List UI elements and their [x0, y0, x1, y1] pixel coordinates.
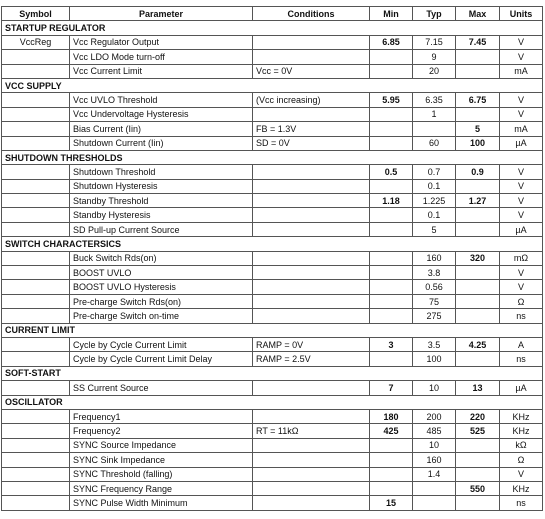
table-body — [2, 21, 543, 510]
cell-units: mA — [500, 122, 543, 136]
section-title: VCC SUPPLY — [2, 78, 543, 92]
cell-max: 0.9 — [456, 165, 500, 179]
cell-typ: 7.15 — [413, 35, 456, 49]
cell-typ: 5 — [413, 222, 456, 236]
cell-min: 180 — [370, 409, 413, 423]
section-header-row — [2, 21, 543, 35]
cell-max: 320 — [456, 251, 500, 265]
cell-symbol — [2, 93, 70, 107]
cell-symbol — [2, 266, 70, 280]
cell-min — [370, 208, 413, 222]
table-row — [2, 467, 543, 481]
cell-conditions — [253, 409, 370, 423]
header-parameter: Parameter — [70, 7, 253, 21]
cell-min: 0.5 — [370, 165, 413, 179]
cell-max — [456, 438, 500, 452]
cell-symbol — [2, 194, 70, 208]
cell-conditions — [253, 381, 370, 395]
cell-typ: 1.4 — [413, 467, 456, 481]
cell-min — [370, 251, 413, 265]
table-row — [2, 280, 543, 294]
cell-min: 6.85 — [370, 35, 413, 49]
cell-typ — [413, 496, 456, 510]
cell-max — [456, 280, 500, 294]
cell-max: 13 — [456, 381, 500, 395]
cell-typ: 75 — [413, 294, 456, 308]
table-header-row — [2, 7, 543, 21]
cell-max — [456, 208, 500, 222]
section-header-row — [2, 150, 543, 164]
cell-parameter: Standby Threshold — [70, 194, 253, 208]
cell-parameter: Vcc Regulator Output — [70, 35, 253, 49]
table-row — [2, 208, 543, 222]
cell-parameter: BOOST UVLO — [70, 266, 253, 280]
cell-symbol — [2, 64, 70, 78]
cell-symbol — [2, 107, 70, 121]
cell-parameter: Bias Current (Iin) — [70, 122, 253, 136]
section-header-row — [2, 323, 543, 337]
cell-parameter: SYNC Sink Impedance — [70, 453, 253, 467]
cell-min — [370, 122, 413, 136]
section-header-row — [2, 366, 543, 380]
cell-parameter: Standby Hysteresis — [70, 208, 253, 222]
section-header-row — [2, 237, 543, 251]
cell-symbol — [2, 222, 70, 236]
cell-parameter: Pre-charge Switch Rds(on) — [70, 294, 253, 308]
cell-conditions — [253, 251, 370, 265]
cell-symbol — [2, 337, 70, 351]
section-header-row — [2, 78, 543, 92]
cell-units: V — [500, 50, 543, 64]
cell-typ: 1 — [413, 107, 456, 121]
cell-conditions — [253, 165, 370, 179]
table-row — [2, 179, 543, 193]
cell-parameter: Vcc LDO Mode turn-off — [70, 50, 253, 64]
table-row — [2, 194, 543, 208]
cell-min — [370, 481, 413, 495]
cell-min — [370, 309, 413, 323]
cell-conditions — [253, 194, 370, 208]
cell-units: mA — [500, 64, 543, 78]
cell-min: 5.95 — [370, 93, 413, 107]
cell-conditions — [253, 266, 370, 280]
cell-max: 525 — [456, 424, 500, 438]
cell-conditions — [253, 179, 370, 193]
cell-max — [456, 467, 500, 481]
cell-symbol — [2, 481, 70, 495]
table-row — [2, 50, 543, 64]
table-row — [2, 93, 543, 107]
cell-max: 1.27 — [456, 194, 500, 208]
cell-parameter: Vcc Current Limit — [70, 64, 253, 78]
cell-conditions — [253, 222, 370, 236]
cell-units: µA — [500, 136, 543, 150]
cell-typ: 485 — [413, 424, 456, 438]
cell-typ: 20 — [413, 64, 456, 78]
cell-units: Ω — [500, 453, 543, 467]
table-row — [2, 438, 543, 452]
cell-max — [456, 453, 500, 467]
cell-max: 4.25 — [456, 337, 500, 351]
table-row — [2, 136, 543, 150]
cell-symbol — [2, 381, 70, 395]
cell-parameter: SYNC Source Impedance — [70, 438, 253, 452]
cell-typ: 10 — [413, 438, 456, 452]
table-row — [2, 424, 543, 438]
cell-symbol — [2, 496, 70, 510]
cell-units: V — [500, 93, 543, 107]
cell-typ: 160 — [413, 453, 456, 467]
cell-max — [456, 107, 500, 121]
cell-units: KHz — [500, 409, 543, 423]
cell-min — [370, 50, 413, 64]
table-row — [2, 165, 543, 179]
cell-typ: 0.56 — [413, 280, 456, 294]
cell-units: Ω — [500, 294, 543, 308]
cell-typ: 3.8 — [413, 266, 456, 280]
header-min: Min — [370, 7, 413, 21]
cell-max — [456, 222, 500, 236]
cell-typ: 100 — [413, 352, 456, 366]
cell-max: 5 — [456, 122, 500, 136]
cell-min — [370, 107, 413, 121]
cell-symbol — [2, 309, 70, 323]
electrical-characteristics-table — [1, 6, 543, 511]
cell-conditions: RAMP = 2.5V — [253, 352, 370, 366]
cell-max — [456, 496, 500, 510]
cell-parameter: Shutdown Current (Iin) — [70, 136, 253, 150]
cell-conditions — [253, 309, 370, 323]
cell-max — [456, 179, 500, 193]
cell-conditions — [253, 50, 370, 64]
cell-conditions — [253, 208, 370, 222]
cell-parameter: Cycle by Cycle Current Limit Delay — [70, 352, 253, 366]
section-title: OSCILLATOR — [2, 395, 543, 409]
cell-symbol — [2, 453, 70, 467]
cell-min: 1.18 — [370, 194, 413, 208]
cell-max — [456, 352, 500, 366]
cell-conditions: SD = 0V — [253, 136, 370, 150]
cell-units: KHz — [500, 481, 543, 495]
cell-parameter: SS Current Source — [70, 381, 253, 395]
cell-symbol — [2, 208, 70, 222]
table-row — [2, 107, 543, 121]
cell-min: 425 — [370, 424, 413, 438]
table-row — [2, 294, 543, 308]
cell-typ: 9 — [413, 50, 456, 64]
cell-typ — [413, 122, 456, 136]
cell-max: 6.75 — [456, 93, 500, 107]
table-row — [2, 64, 543, 78]
cell-units: V — [500, 208, 543, 222]
table-row — [2, 251, 543, 265]
cell-typ: 200 — [413, 409, 456, 423]
cell-conditions — [253, 35, 370, 49]
cell-conditions — [253, 481, 370, 495]
cell-units: V — [500, 266, 543, 280]
cell-min — [370, 294, 413, 308]
cell-typ: 160 — [413, 251, 456, 265]
cell-conditions — [253, 280, 370, 294]
cell-units: V — [500, 35, 543, 49]
cell-max: 100 — [456, 136, 500, 150]
cell-max — [456, 266, 500, 280]
cell-parameter: Cycle by Cycle Current Limit — [70, 337, 253, 351]
table-row — [2, 409, 543, 423]
cell-units: ns — [500, 496, 543, 510]
cell-min — [370, 280, 413, 294]
cell-units: kΩ — [500, 438, 543, 452]
cell-typ: 60 — [413, 136, 456, 150]
cell-parameter: Pre-charge Switch on-time — [70, 309, 253, 323]
cell-min — [370, 179, 413, 193]
cell-units: µA — [500, 222, 543, 236]
cell-max: 550 — [456, 481, 500, 495]
header-max: Max — [456, 7, 500, 21]
cell-parameter: Frequency1 — [70, 409, 253, 423]
cell-typ: 6.35 — [413, 93, 456, 107]
section-title: CURRENT LIMIT — [2, 323, 543, 337]
cell-units: A — [500, 337, 543, 351]
cell-min — [370, 266, 413, 280]
cell-conditions — [253, 107, 370, 121]
cell-parameter: BOOST UVLO Hysteresis — [70, 280, 253, 294]
table-row — [2, 496, 543, 510]
cell-max: 220 — [456, 409, 500, 423]
cell-symbol — [2, 467, 70, 481]
section-title: SHUTDOWN THRESHOLDS — [2, 150, 543, 164]
cell-parameter: Shutdown Hysteresis — [70, 179, 253, 193]
cell-parameter: Vcc UVLO Threshold — [70, 93, 253, 107]
cell-max — [456, 50, 500, 64]
table-row — [2, 337, 543, 351]
header-typ: Typ — [413, 7, 456, 21]
cell-parameter: SD Pull-up Current Source — [70, 222, 253, 236]
cell-typ: 0.1 — [413, 208, 456, 222]
cell-conditions — [253, 294, 370, 308]
cell-units: mΩ — [500, 251, 543, 265]
cell-symbol — [2, 438, 70, 452]
cell-symbol — [2, 179, 70, 193]
cell-typ: 1.225 — [413, 194, 456, 208]
table-row — [2, 481, 543, 495]
cell-min — [370, 64, 413, 78]
cell-conditions — [253, 496, 370, 510]
cell-units: V — [500, 165, 543, 179]
table-row — [2, 381, 543, 395]
cell-units: V — [500, 179, 543, 193]
cell-min — [370, 453, 413, 467]
cell-max: 7.45 — [456, 35, 500, 49]
cell-conditions: RT = 11kΩ — [253, 424, 370, 438]
cell-symbol — [2, 409, 70, 423]
cell-units: µA — [500, 381, 543, 395]
cell-parameter: SYNC Threshold (falling) — [70, 467, 253, 481]
cell-conditions — [253, 438, 370, 452]
table-row — [2, 222, 543, 236]
cell-min: 3 — [370, 337, 413, 351]
cell-parameter: SYNC Frequency Range — [70, 481, 253, 495]
cell-units: V — [500, 107, 543, 121]
cell-parameter: Frequency2 — [70, 424, 253, 438]
cell-min: 15 — [370, 496, 413, 510]
section-header-row — [2, 395, 543, 409]
cell-conditions — [253, 453, 370, 467]
cell-conditions: (Vcc increasing) — [253, 93, 370, 107]
header-units: Units — [500, 7, 543, 21]
cell-max — [456, 64, 500, 78]
header-symbol: Symbol — [2, 7, 70, 21]
cell-conditions: RAMP = 0V — [253, 337, 370, 351]
header-conditions: Conditions — [253, 7, 370, 21]
cell-conditions: Vcc = 0V — [253, 64, 370, 78]
section-title: STARTUP REGULATOR — [2, 21, 543, 35]
cell-typ: 0.1 — [413, 179, 456, 193]
table-row — [2, 453, 543, 467]
cell-parameter: SYNC Pulse Width Minimum — [70, 496, 253, 510]
cell-max — [456, 294, 500, 308]
cell-symbol — [2, 136, 70, 150]
cell-parameter: Buck Switch Rds(on) — [70, 251, 253, 265]
cell-symbol: VccReg — [2, 35, 70, 49]
cell-units: V — [500, 280, 543, 294]
cell-symbol — [2, 352, 70, 366]
cell-min: 7 — [370, 381, 413, 395]
table-row — [2, 352, 543, 366]
cell-units: V — [500, 194, 543, 208]
cell-min — [370, 136, 413, 150]
cell-conditions: FB = 1.3V — [253, 122, 370, 136]
cell-symbol — [2, 294, 70, 308]
section-title: SWITCH CHARACTERSICS — [2, 237, 543, 251]
cell-units: V — [500, 467, 543, 481]
section-title: SOFT-START — [2, 366, 543, 380]
cell-typ: 275 — [413, 309, 456, 323]
cell-min — [370, 467, 413, 481]
cell-min — [370, 438, 413, 452]
cell-units: ns — [500, 352, 543, 366]
cell-min — [370, 352, 413, 366]
cell-symbol — [2, 122, 70, 136]
cell-parameter: Shutdown Threshold — [70, 165, 253, 179]
cell-min — [370, 222, 413, 236]
cell-max — [456, 309, 500, 323]
cell-typ — [413, 481, 456, 495]
table-row — [2, 266, 543, 280]
table-row — [2, 122, 543, 136]
table-row — [2, 309, 543, 323]
cell-symbol — [2, 424, 70, 438]
cell-symbol — [2, 50, 70, 64]
cell-parameter: Vcc Undervoltage Hysteresis — [70, 107, 253, 121]
cell-typ: 0.7 — [413, 165, 456, 179]
table-row — [2, 35, 543, 49]
cell-symbol — [2, 165, 70, 179]
cell-typ: 10 — [413, 381, 456, 395]
cell-typ: 3.5 — [413, 337, 456, 351]
cell-units: ns — [500, 309, 543, 323]
cell-conditions — [253, 467, 370, 481]
cell-symbol — [2, 280, 70, 294]
cell-units: KHz — [500, 424, 543, 438]
cell-symbol — [2, 251, 70, 265]
